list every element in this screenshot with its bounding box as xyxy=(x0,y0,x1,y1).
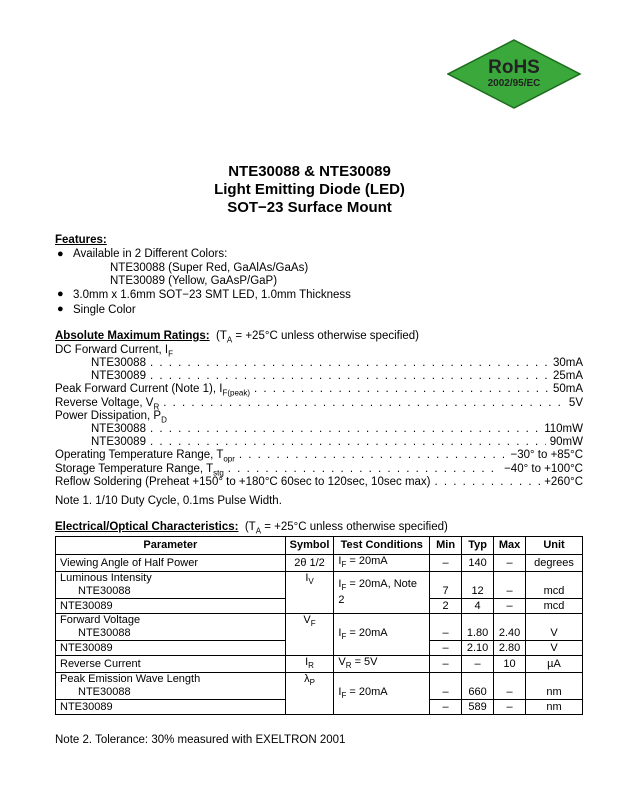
amr-dc-88-label: NTE30088 xyxy=(91,357,146,369)
min-pk-89: – xyxy=(430,700,462,715)
amr-peak-sub: F(peak) xyxy=(222,388,251,398)
unit-fv-89: V xyxy=(526,641,583,656)
header-test-conditions: Test Conditions xyxy=(334,537,430,555)
amr-pd-88-label: NTE30088 xyxy=(91,423,146,435)
param-fv-89: NTE30089 xyxy=(56,641,286,656)
symbol-reverse-current: $I_R$ xyxy=(285,656,334,673)
test-peak-emission: $I_F = 20mA$ xyxy=(334,673,430,715)
unit-pk-89: nm xyxy=(526,700,583,715)
amr-reflow-label: Reflow Soldering (Preheat +150° to +180°C 60sec to 120sec, 10sec max) xyxy=(55,476,431,488)
symbol-luminous-intensity: $I_V$ xyxy=(285,572,334,614)
rohs-diamond-icon xyxy=(447,38,582,110)
amr-rev-label: Reverse Voltage, V xyxy=(55,397,154,409)
header-symbol: Symbol xyxy=(285,537,334,555)
amr-cond-sub: A xyxy=(226,335,233,345)
rohs-title: RoHS xyxy=(488,57,540,78)
max-pk-88: – xyxy=(494,673,526,700)
unit-fv-88: V xyxy=(526,614,583,641)
header-min: Min xyxy=(430,537,462,555)
title-line-2: Light Emitting Diode (LED) xyxy=(214,181,405,198)
amr-stg-sub: stg xyxy=(213,468,224,478)
amr-opr-value: −30° to +85°C xyxy=(510,449,583,461)
header-parameter: Parameter xyxy=(56,537,286,555)
typ-lum-88: 12 xyxy=(462,572,494,599)
amr-peak-label: Peak Forward Current (Note 1), I xyxy=(55,383,223,395)
typ-fv-88: 1.80 xyxy=(462,614,494,641)
typ-viewing-angle: 140 xyxy=(462,555,494,572)
amr-dc-nte30089 xyxy=(91,369,583,383)
table-row xyxy=(56,656,583,673)
amr-pd-89-value: 90mW xyxy=(549,436,583,448)
min-lum-88: 7 xyxy=(430,572,462,599)
feature-color-nte30088: NTE30088 (Super Red, GaAlAs/GaAs) xyxy=(110,262,309,274)
amr-pd-nte30089 xyxy=(91,435,583,449)
max-lum-89: – xyxy=(494,599,526,614)
typ-lum-89: 4 xyxy=(462,599,494,614)
amr-pd-89-label: NTE30089 xyxy=(91,436,146,448)
symbol-forward-voltage: $V_F$ xyxy=(285,614,334,656)
amr-peak-value: 50mA xyxy=(552,383,583,395)
amr-pd-sub: D xyxy=(161,415,167,425)
amr-dc-text: DC Forward Current, I xyxy=(55,344,169,356)
test-reverse-current: $V_R = 5V$ xyxy=(334,656,430,673)
min-viewing-angle: – xyxy=(430,555,462,572)
min-fv-89: – xyxy=(430,641,462,656)
amr-stg-value: −40° to +100°C xyxy=(504,463,583,475)
header-max: Max xyxy=(494,537,526,555)
typ-pk-88: 660 xyxy=(462,673,494,700)
amr-dc-sub: F xyxy=(168,349,173,359)
eoc-cond-post: = +25°C unless otherwise specified) xyxy=(261,521,448,533)
min-pk-88: – xyxy=(430,673,462,700)
amr-cond-pre: (T xyxy=(216,330,227,342)
rohs-badge xyxy=(447,38,582,110)
feature-colors: Available in 2 Different Colors: xyxy=(73,248,228,260)
table-row xyxy=(56,555,583,572)
amr-rev-value: 5V xyxy=(568,397,583,409)
param-forward-voltage: Forward Voltage NTE30088 xyxy=(56,614,286,641)
typ-reverse-current: – xyxy=(462,656,494,673)
features-heading: Features: xyxy=(55,234,107,246)
eoc-heading: Electrical/Optical Characteristics: xyxy=(55,521,239,533)
amr-dc-88-value: 30mA xyxy=(552,357,583,369)
symbol-viewing-angle: 2θ 1/2 xyxy=(285,555,334,572)
bullet-icon: ● xyxy=(57,288,64,300)
max-pk-89: – xyxy=(494,700,526,715)
table-header-row xyxy=(56,537,583,555)
bullet-icon: ● xyxy=(57,303,64,315)
amr-pd-nte30088 xyxy=(91,422,583,436)
min-reverse-current: – xyxy=(430,656,462,673)
param-peak-emission: Peak Emission Wave Length NTE30088 xyxy=(56,673,286,700)
feature-color-nte30089: NTE30089 (Yellow, GaAsP/GaP) xyxy=(110,275,278,287)
table-row xyxy=(56,572,583,599)
unit-viewing-angle: degrees xyxy=(526,555,583,572)
max-viewing-angle: – xyxy=(494,555,526,572)
amr-heading: Absolute Maximum Ratings: xyxy=(55,330,210,342)
param-lum-89: NTE30089 xyxy=(56,599,286,614)
characteristics-table xyxy=(55,536,583,715)
param-luminous-intensity: Luminous Intensity NTE30088 xyxy=(56,572,286,599)
header-unit: Unit xyxy=(526,537,583,555)
amr-cond-post: = +25°C unless otherwise specified) xyxy=(232,330,420,342)
amr-reflow xyxy=(55,475,583,489)
unit-lum-89: mcd xyxy=(526,599,583,614)
symbol-peak-emission: $\lambda_P$ xyxy=(285,673,334,715)
amr-dc-89-label: NTE30089 xyxy=(91,370,146,382)
rohs-subtitle: 2002/95/EC xyxy=(487,78,541,89)
table-row xyxy=(56,614,583,641)
title-line-3: SOT−23 Surface Mount xyxy=(227,199,392,216)
feature-package: 3.0mm x 1.6mm SOT−23 SMT LED, 1.0mm Thickness xyxy=(73,289,351,301)
amr-opr-sub: opr xyxy=(223,454,235,464)
amr-pd-88-value: 110mW xyxy=(544,423,583,435)
bullet-icon: ● xyxy=(57,248,64,260)
max-lum-88: – xyxy=(494,572,526,599)
typ-pk-89: 589 xyxy=(462,700,494,715)
feature-single-color: Single Color xyxy=(73,304,136,316)
amr-opr-label: Operating Temperature Range, T xyxy=(55,449,224,461)
unit-lum-88: mcd xyxy=(526,572,583,599)
unit-reverse-current: µA xyxy=(526,656,583,673)
amr-pd-text: Power Dissipation, P xyxy=(55,410,162,422)
max-reverse-current: 10 xyxy=(494,656,526,673)
max-fv-89: 2.80 xyxy=(494,641,526,656)
min-fv-88: – xyxy=(430,614,462,641)
eoc-cond-pre: (T xyxy=(244,521,256,533)
test-forward-voltage: $I_F = 20mA$ xyxy=(334,614,430,656)
amr-stg-label: Storage Temperature Range, T xyxy=(55,463,214,475)
header-typ: Typ xyxy=(462,537,494,555)
amr-note-1: Note 1. 1/10 Duty Cycle, 0.1ms Pulse Width. xyxy=(55,495,282,507)
param-pk-89: NTE30089 xyxy=(56,700,286,715)
amr-dc-nte30088 xyxy=(91,356,583,370)
test-luminous-intensity: $I_F = 20mA$, Note 2 xyxy=(334,572,430,614)
eoc-cond-sub: A xyxy=(255,526,262,536)
amr-dc-89-value: 25mA xyxy=(552,370,583,382)
min-lum-89: 2 xyxy=(430,599,462,614)
table-row xyxy=(56,673,583,700)
max-fv-88: 2.40 xyxy=(494,614,526,641)
param-viewing-angle: Viewing Angle of Half Power xyxy=(56,555,286,572)
param-reverse-current: Reverse Current xyxy=(56,656,286,673)
amr-reflow-value: +260°C xyxy=(544,476,583,488)
amr-rev-sub: R xyxy=(153,402,160,412)
typ-fv-89: 2.10 xyxy=(462,641,494,656)
title-line-1: NTE30088 & NTE30089 xyxy=(228,163,391,180)
eoc-note-2: Note 2. Tolerance: 30% measured with EXELTRON 2001 xyxy=(55,734,346,746)
unit-pk-88: nm xyxy=(526,673,583,700)
test-viewing-angle: $I_F = 20mA$ xyxy=(334,555,430,572)
